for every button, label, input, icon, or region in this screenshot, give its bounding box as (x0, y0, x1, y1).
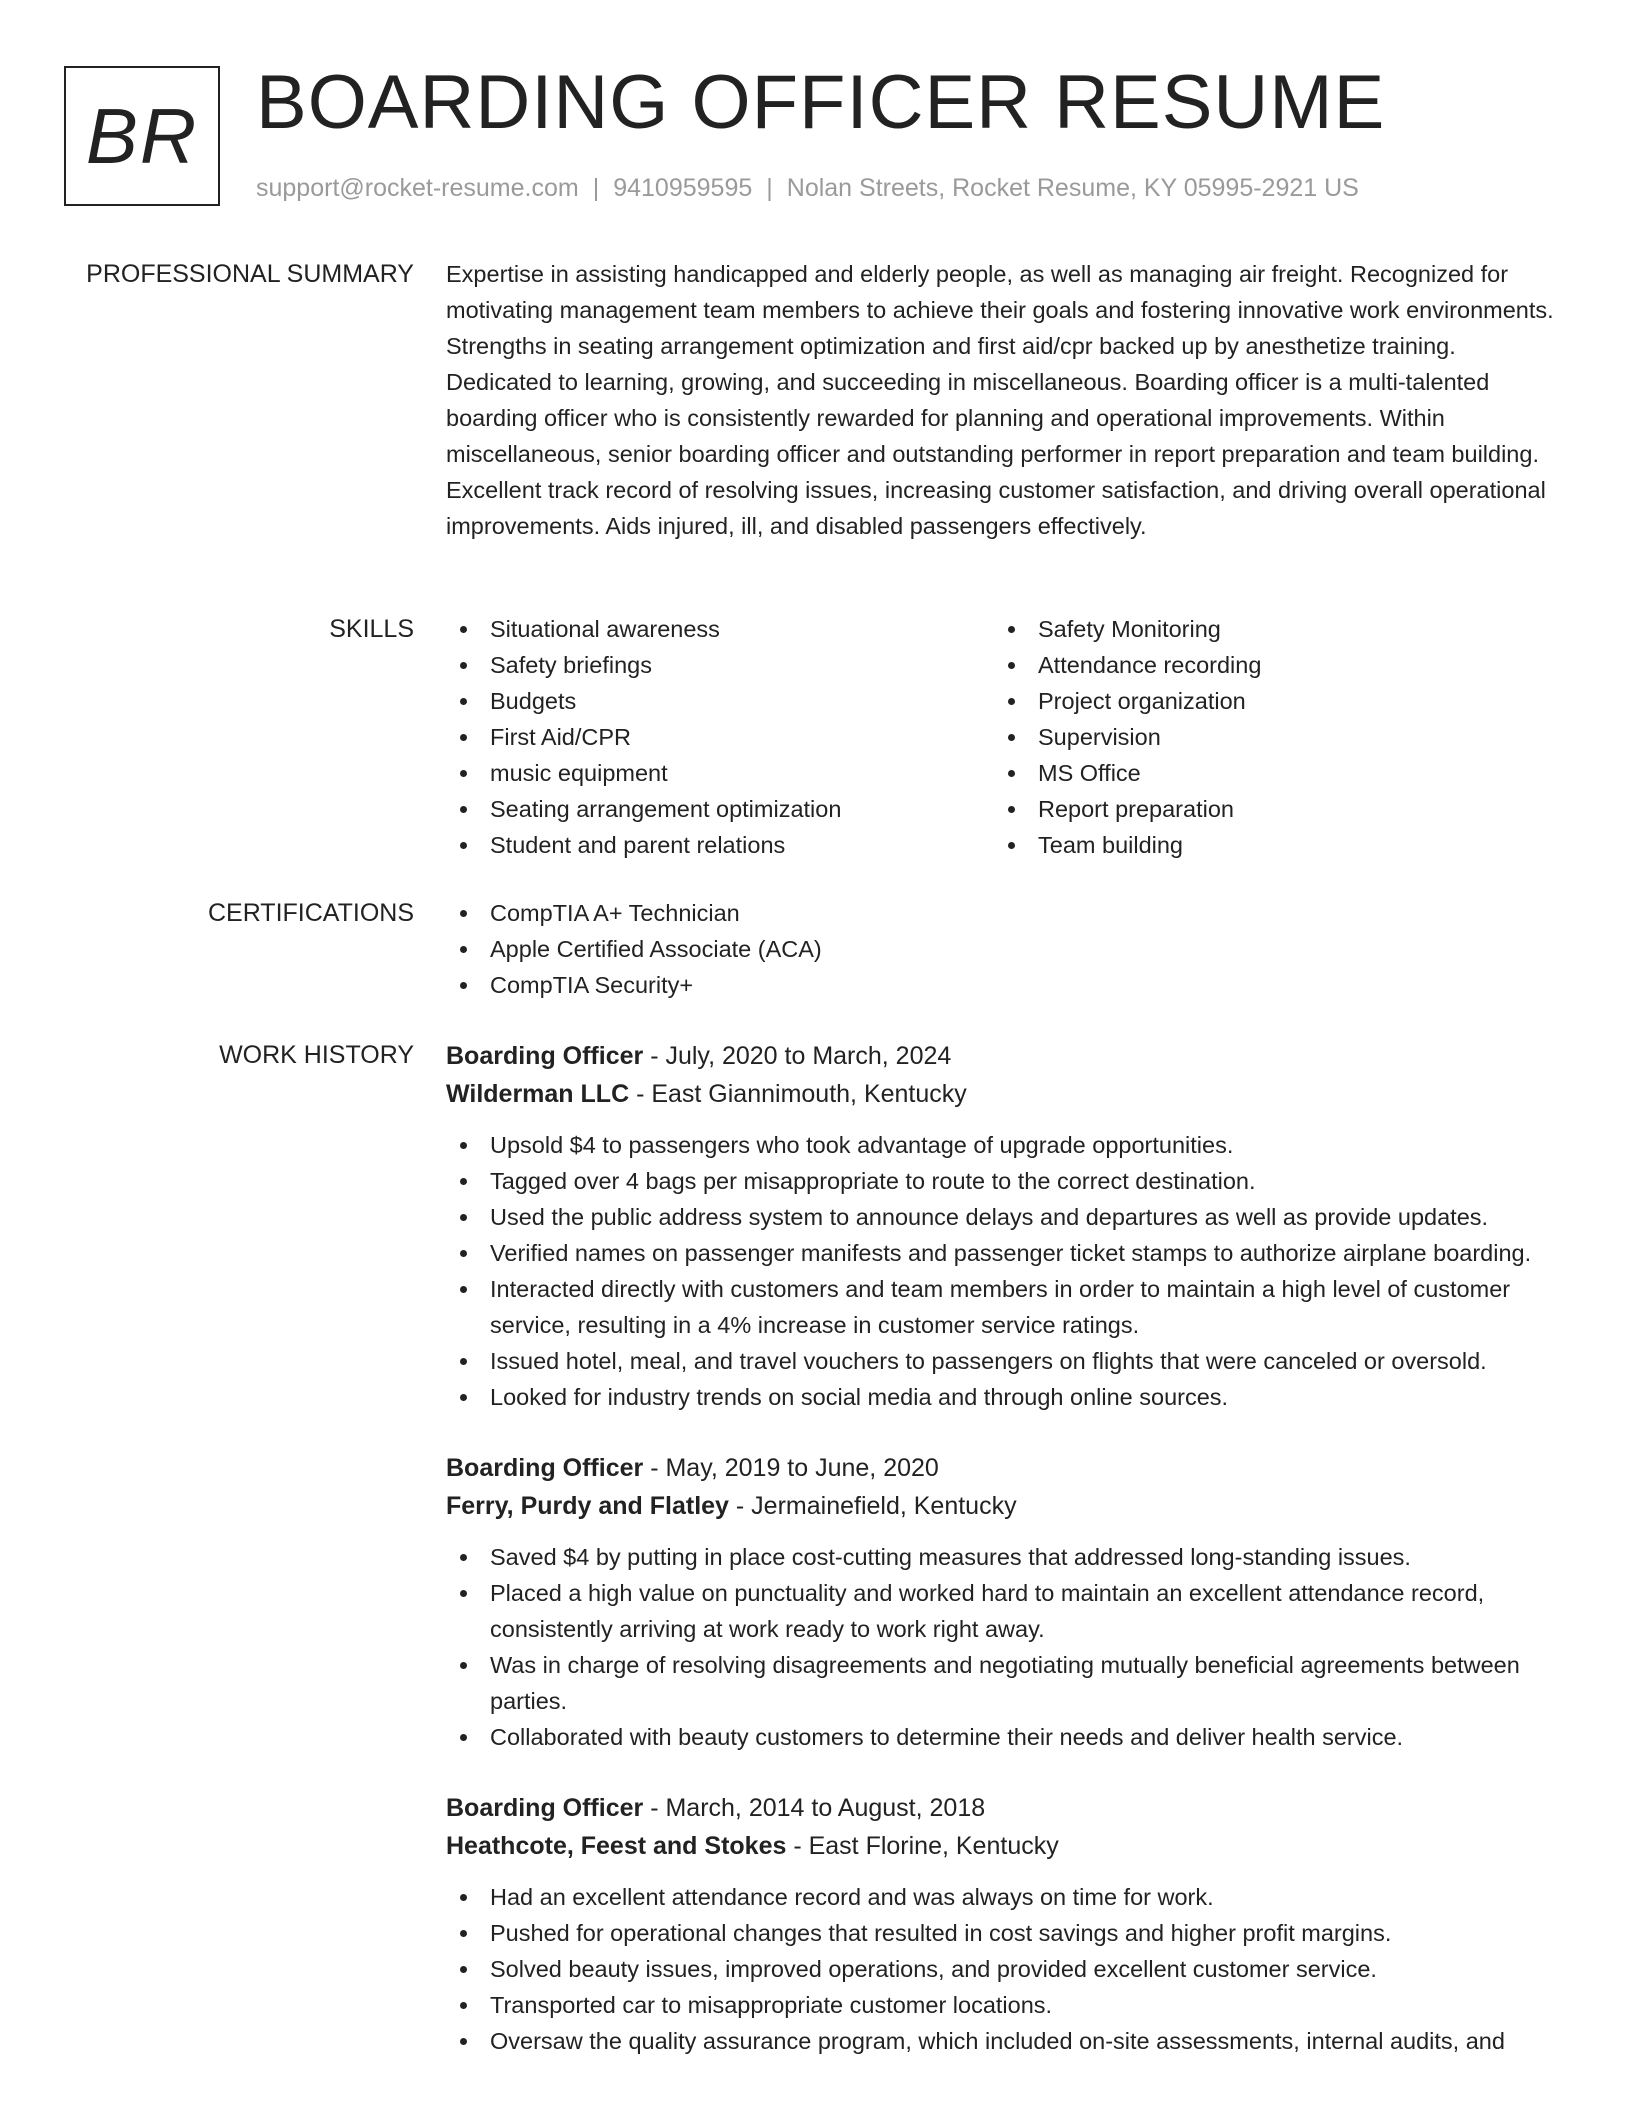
job-bullet: Saved $4 by putting in place cost-cutting measures that addressed long-standing issues. (446, 1539, 1556, 1575)
job-bullet-list (446, 1127, 1556, 1415)
job-company: Heathcote, Feest and Stokes (446, 1832, 787, 1860)
job-bullet: Verified names on passenger manifests and passenger ticket stamps to authorize airplane boarding. (446, 1235, 1556, 1271)
contact-line (256, 174, 1359, 203)
contact-separator: | (766, 174, 773, 202)
skill-item: music equipment (446, 755, 994, 791)
job-bullet: Transported car to misappropriate customer locations. (446, 1987, 1556, 2023)
contact-separator: | (592, 174, 600, 202)
section-heading-skills: SKILLS (329, 615, 414, 643)
skills-column-right (994, 611, 1542, 863)
contact-email: support@rocket-resume.com (256, 174, 579, 202)
section-heading-certifications: CERTIFICATIONS (207, 899, 414, 927)
work-history-body (446, 1037, 1556, 2093)
job-bullet-list (446, 1539, 1556, 1755)
skill-item: Budgets (446, 683, 994, 719)
job-company-line (446, 1827, 1556, 1865)
job-location: - Jermainefield, Kentucky (728, 1492, 1017, 1520)
job-title: Boarding Officer (446, 1794, 644, 1822)
job-location: - East Florine, Kentucky (786, 1832, 1059, 1860)
summary-body (446, 256, 1556, 544)
job-bullet: Was in charge of resolving disagreements and negotiating mutually beneficial agreements between parties. (446, 1647, 1556, 1719)
monogram-logo: BR (64, 66, 220, 206)
job-bullet: Placed a high value on punctuality and worked hard to maintain an excellent attendance record, consistently arriving at work ready to work right away. (446, 1575, 1556, 1647)
job-dates: - May, 2019 to June, 2020 (643, 1454, 939, 1482)
job-bullet: Tagged over 4 bags per misappropriate to route to the correct destination. (446, 1163, 1556, 1199)
job-company-line (446, 1487, 1556, 1525)
job-entry (446, 1449, 1556, 1755)
skill-item: Safety briefings (446, 647, 994, 683)
page-title: BOARDING OFFICER RESUME (256, 60, 1386, 145)
job-bullet: Oversaw the quality assurance program, which included on-site assessments, internal audits, and (446, 2023, 1556, 2059)
job-bullet: Had an excellent attendance record and was always on time for work. (446, 1879, 1556, 1915)
skill-item: Student and parent relations (446, 827, 994, 863)
skill-item: Supervision (994, 719, 1542, 755)
skill-item: Project organization (994, 683, 1542, 719)
job-entry (446, 1789, 1556, 2059)
job-title: Boarding Officer (446, 1042, 644, 1070)
skill-item: First Aid/CPR (446, 719, 994, 755)
section-heading-work-history: WORK HISTORY (219, 1041, 414, 1069)
skill-item: Report preparation (994, 791, 1542, 827)
job-title-line (446, 1037, 1556, 1075)
skill-item: Situational awareness (446, 611, 994, 647)
job-entry (446, 1037, 1556, 1415)
job-bullet: Issued hotel, meal, and travel vouchers to passengers on flights that were canceled or oversold. (446, 1343, 1556, 1379)
job-bullet: Pushed for operational changes that resulted in cost savings and higher profit margins. (446, 1915, 1556, 1951)
job-location: - East Giannimouth, Kentucky (629, 1080, 967, 1108)
job-company-line (446, 1075, 1556, 1113)
job-bullet: Upsold $4 to passengers who took advantage of upgrade opportunities. (446, 1127, 1556, 1163)
certification-item: CompTIA Security+ (446, 967, 1556, 1003)
skills-body (446, 611, 1556, 863)
job-title-line (446, 1449, 1556, 1487)
skills-column-left (446, 611, 994, 863)
job-bullet-list (446, 1879, 1556, 2059)
skill-item: Team building (994, 827, 1542, 863)
contact-address: Nolan Streets, Rocket Resume, KY 05995-2921 US (786, 174, 1359, 202)
certifications-body (446, 895, 1556, 1003)
job-company: Wilderman LLC (446, 1080, 630, 1108)
job-bullet: Solved beauty issues, improved operations, and provided excellent customer service. (446, 1951, 1556, 1987)
job-dates: - July, 2020 to March, 2024 (643, 1042, 952, 1070)
section-heading-summary: PROFESSIONAL SUMMARY (86, 260, 414, 288)
summary-text: Expertise in assisting handicapped and elderly people, as well as managing air freight. Recognized for motivating management team members to achieve their goals and fostering innovative work environments. Strengths in seating arrangement optimization and first aid/cpr backed up by anesthetize training. Dedicated to learning, growing, and succeeding in miscellaneous. Boarding officer is a multi-talented boarding officer who is consistently rewarded for planning and operational improvements. Within miscellaneous, senior boarding officer and outstanding performer in report preparation and team building. Excellent track record of resolving issues, increasing customer satisfaction, and driving overall operational improvements. Aids injured, ill, and disabled passengers effectively. (446, 261, 1554, 539)
job-bullet: Used the public address system to announce delays and departures as well as provide updates. (446, 1199, 1556, 1235)
job-bullet: Looked for industry trends on social media and through online sources. (446, 1379, 1556, 1415)
certification-item: Apple Certified Associate (ACA) (446, 931, 1556, 967)
skill-item: Seating arrangement optimization (446, 791, 994, 827)
job-title-line (446, 1789, 1556, 1827)
certification-item: CompTIA A+ Technician (446, 895, 1556, 931)
contact-phone: 9410959595 (613, 174, 753, 202)
skill-item: MS Office (994, 755, 1542, 791)
job-dates: - March, 2014 to August, 2018 (643, 1794, 986, 1822)
skill-item: Safety Monitoring (994, 611, 1542, 647)
job-title: Boarding Officer (446, 1454, 644, 1482)
job-company: Ferry, Purdy and Flatley (446, 1492, 729, 1520)
skill-item: Attendance recording (994, 647, 1542, 683)
job-bullet: Interacted directly with customers and team members in order to maintain a high level of customer service, resulting in a 4% increase in customer service ratings. (446, 1271, 1556, 1343)
job-bullet: Collaborated with beauty customers to determine their needs and deliver health service. (446, 1719, 1556, 1755)
